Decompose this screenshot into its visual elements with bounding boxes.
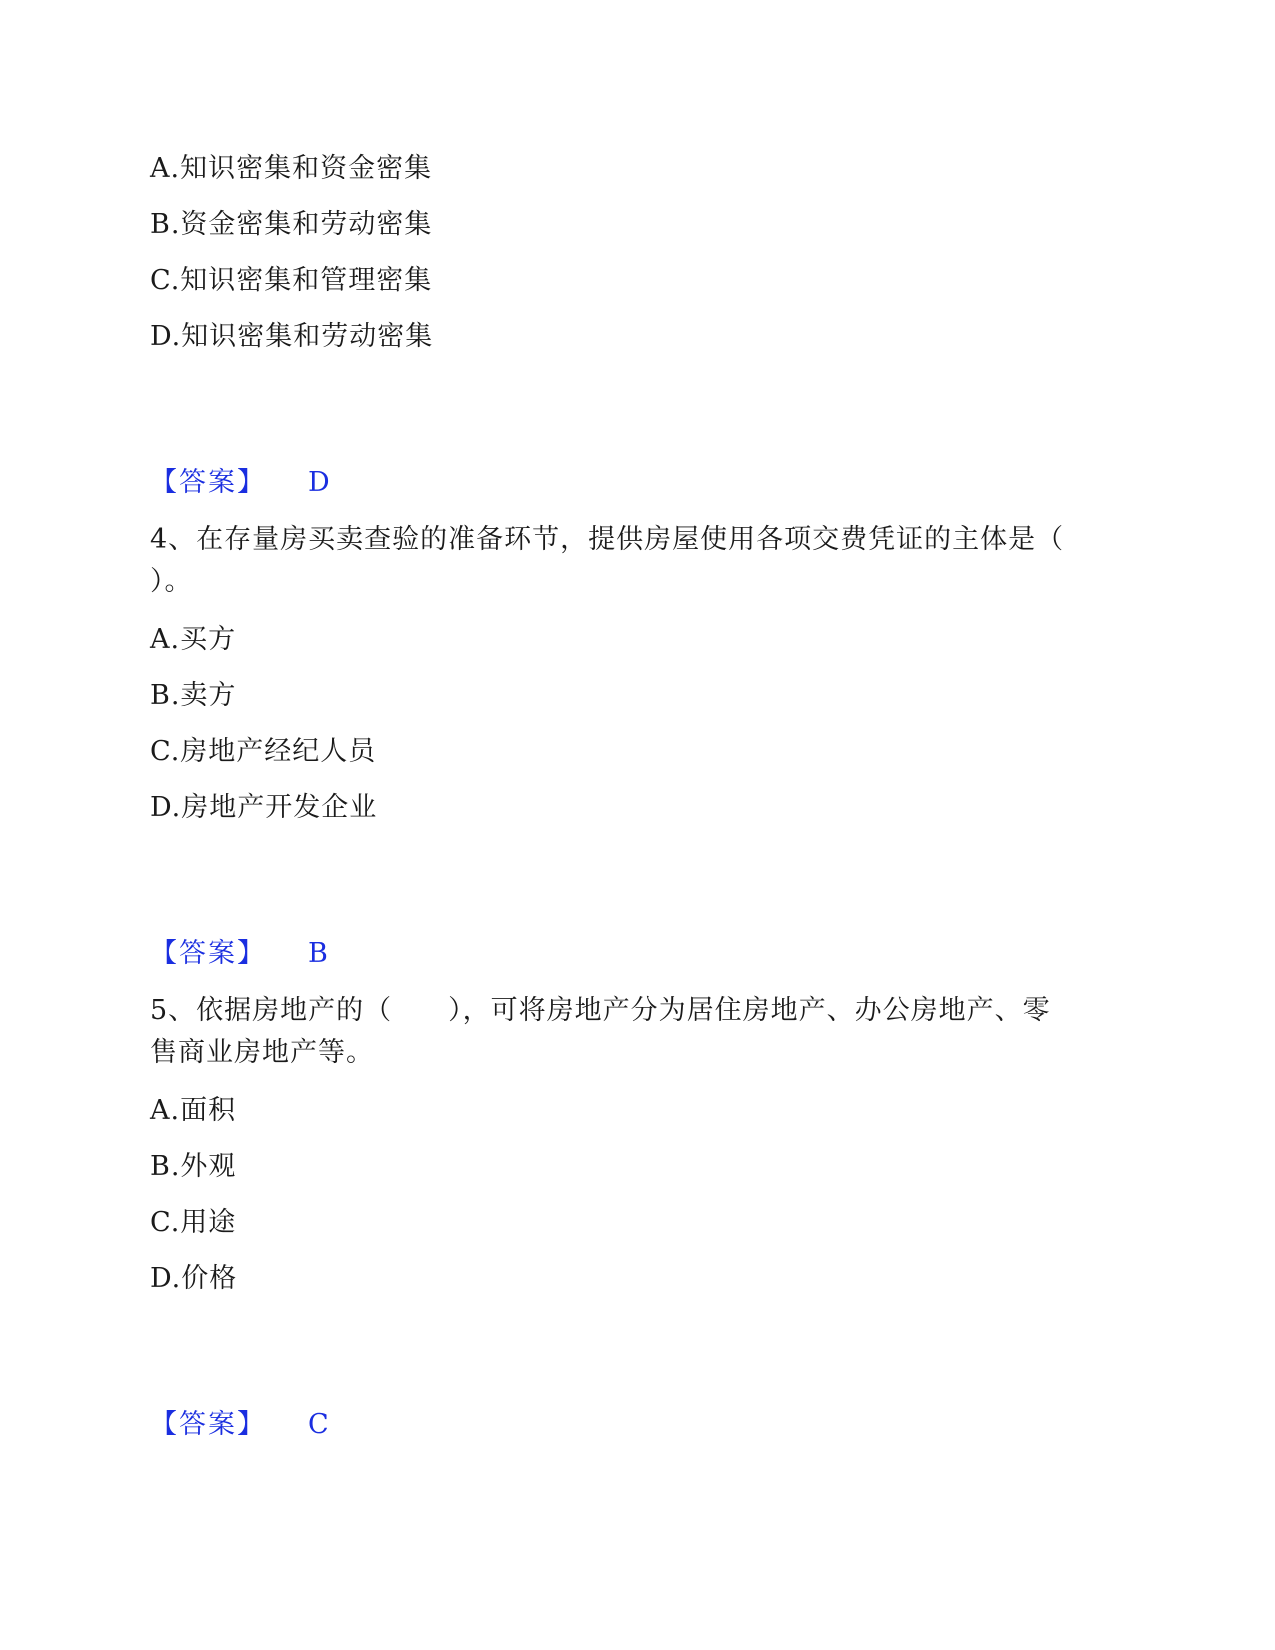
q4-stem-line1: 4、在存量房买卖查验的准备环节，提供房屋使用各项交费凭证的主体是（: [150, 524, 1065, 555]
q4-option-b: B.卖方: [150, 680, 237, 711]
answer-value: B: [308, 938, 328, 969]
q3-answer: [150, 466, 450, 500]
answer-value: D: [308, 467, 330, 498]
q4-option-a: A.买方: [150, 624, 237, 655]
answer-label: 【答案】: [150, 467, 266, 498]
q4-option-d: D.房地产开发企业: [150, 792, 378, 823]
q5-option-c: C.用途: [150, 1207, 237, 1238]
q5-answer: [150, 1408, 450, 1442]
q3-option-b: B.资金密集和劳动密集: [150, 209, 433, 240]
answer-label: 【答案】: [150, 1409, 266, 1440]
q3-option-c: C.知识密集和管理密集: [150, 265, 433, 296]
answer-value: C: [308, 1409, 329, 1440]
answer-label: 【答案】: [150, 938, 266, 969]
q5-option-a: A.面积: [150, 1095, 237, 1126]
q5-option-d: D.价格: [150, 1263, 238, 1294]
q5-stem-line2: 售商业房地产等。: [150, 1037, 374, 1068]
q3-option-d: D.知识密集和劳动密集: [150, 321, 434, 352]
q4-answer: [150, 937, 450, 971]
q4-option-c: C.房地产经纪人员: [150, 736, 377, 767]
q4-stem-line2: ）。: [150, 566, 193, 597]
q3-option-a: A.知识密集和资金密集: [150, 153, 433, 184]
q5-stem-line1: 5、依据房地产的（ ），可将房地产分为居住房地产、办公房地产、零: [150, 995, 1051, 1026]
q5-option-b: B.外观: [150, 1151, 237, 1182]
